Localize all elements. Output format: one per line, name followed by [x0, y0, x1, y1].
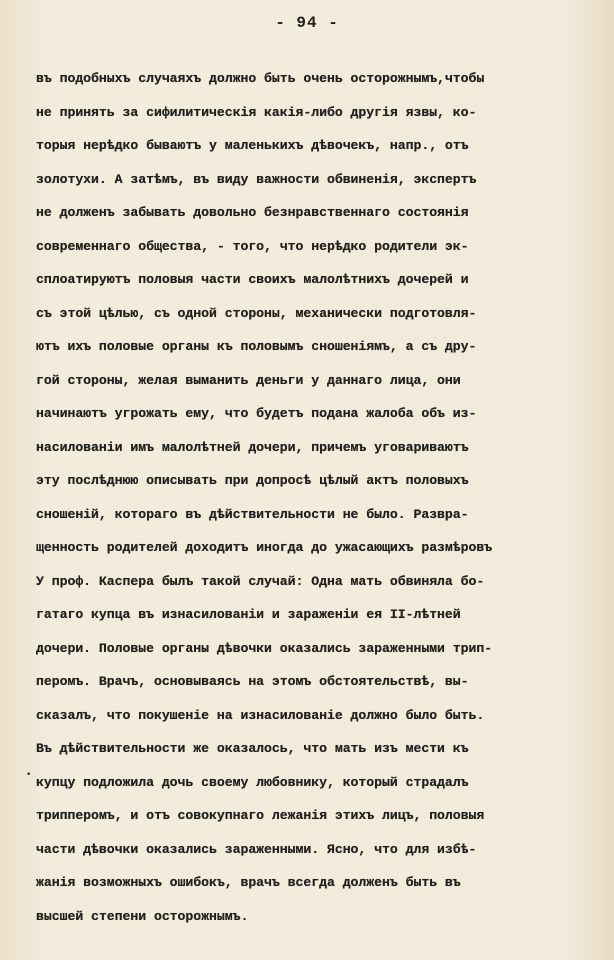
text-line: сказалъ, что покушенiе на изнасилованiе должно было быть.	[36, 707, 485, 723]
text-line: трипперомъ, и отъ совокупнаго лежанiя этихъ лицъ, половыя	[36, 808, 485, 823]
text-line: щенность родителей доходитъ иногда до ужасающихъ размѣровъ	[36, 540, 493, 555]
text-line: У проф. Каспера былъ такой случай: Одна мать обвиняла бо-	[36, 573, 485, 589]
text-line: части дѣвочки оказались зараженными. Ясно, что для избѣ-	[36, 841, 477, 857]
text-line: золотухи. А затѣмъ, въ виду важности обвиненiя, экспертъ	[36, 171, 477, 187]
text-line: купцу подложила дочь своему любовнику, который страдалъ	[36, 774, 469, 790]
text-line: Въ дѣйствительности же оказалось, что мать изъ мести къ	[36, 741, 469, 756]
text-line: торыя нерѣдко бываютъ у маленькихъ дѣвочекъ, напр., отъ	[36, 138, 469, 153]
text-line: перомъ. Врачъ, основываясь на этомъ обстоятельствѣ, вы-	[36, 674, 469, 689]
margin-mark: •	[26, 770, 32, 780]
text-line: насилованiи имъ малолѣтней дочери, причемъ уговариваютъ	[36, 439, 469, 455]
text-line: высшей степени осторожнымъ.	[36, 908, 249, 924]
body-text	[36, 62, 602, 933]
text-line: сплоатируютъ половыя части своихъ малолѣтнихъ дочерей и	[36, 272, 469, 287]
text-line: дочери. Половые органы дѣвочки оказались зараженными трип-	[36, 640, 493, 656]
text-line: ютъ ихъ половые органы къ половымъ сношенiямъ, а съ дру-	[36, 339, 477, 354]
text-line: жанiя возможныхъ ошибокъ, врачъ всегда долженъ быть въ	[36, 875, 461, 890]
text-line: современнаго общества, - того, что нерѣдко родители эк-	[36, 238, 469, 254]
text-line: въ подобныхъ случаяхъ должно быть очень осторожнымъ,чтобы	[36, 71, 485, 86]
text-line: эту послѣднюю описывать при допросѣ цѣлый актъ половыхъ	[36, 473, 469, 488]
text-line: гой стороны, желая выманить деньги у даннаго лица, они	[36, 372, 461, 388]
page-number: - 94 -	[275, 14, 339, 32]
text-line: гатаго купца въ изнасилованiи и зараженiи ея II-лѣтней	[36, 607, 461, 622]
text-line: съ этой цѣлью, съ одной стороны, механически подготовля-	[36, 305, 477, 321]
text-line: сношенiй, котораго въ дѣйствительности не было. Развра-	[36, 506, 469, 522]
text-line: не принять за сифилитическiя какiя-либо другiя язвы, ко-	[36, 104, 477, 120]
text-line: не долженъ забывать довольно безнравственнаго состоянiя	[36, 205, 469, 220]
text-line: начинаютъ угрожать ему, что будетъ подана жалоба объ из-	[36, 406, 477, 421]
